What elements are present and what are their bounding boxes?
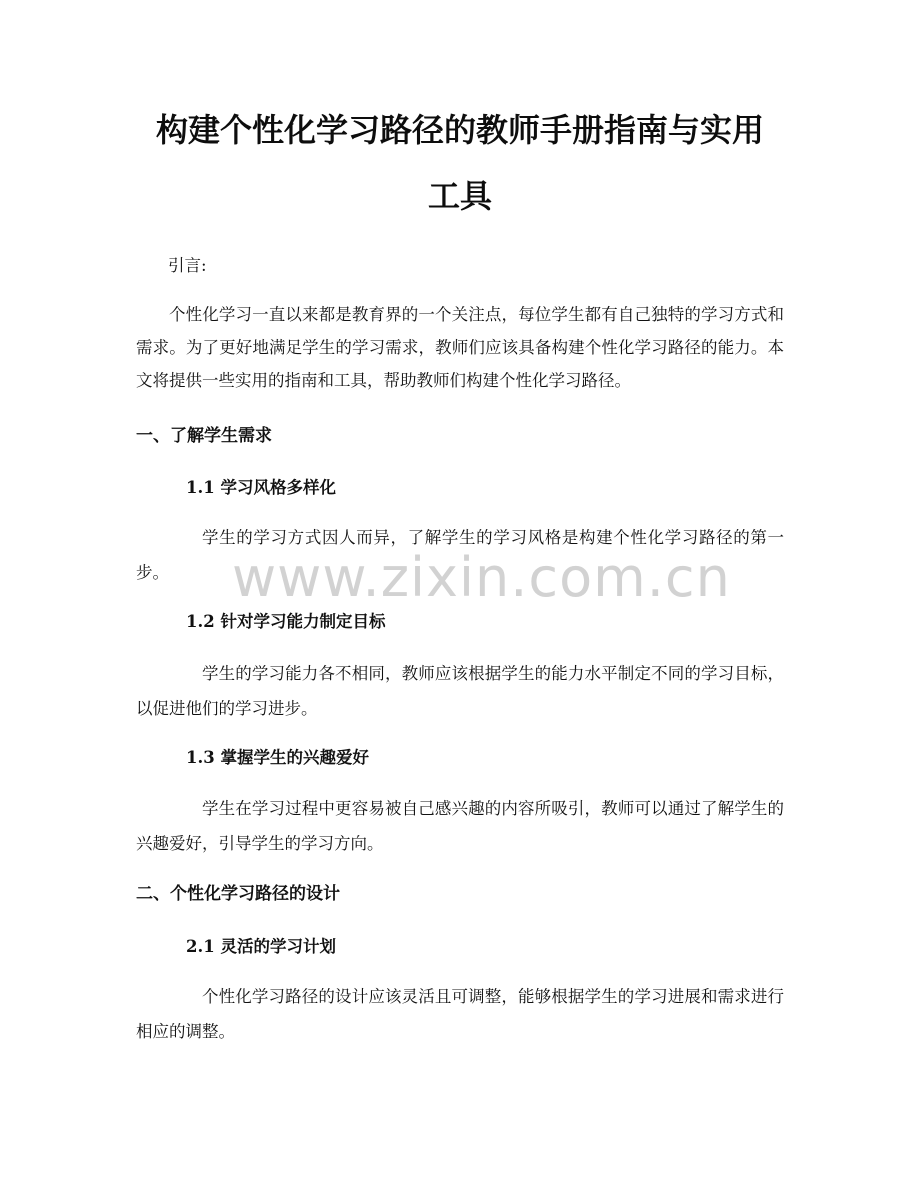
subsection-text-1-2: 学生的学习能力各不相同，教师应该根据学生的能力水平制定不同的学习目标，以促进他们的学习进步。 [136, 664, 784, 718]
subsection-text-2-1: 个性化学习路径的设计应该灵活且可调整，能够根据学生的学习进展和需求进行相应的调整。 [136, 987, 784, 1041]
subsection-text-1-3: 学生在学习过程中更容易被自己感兴趣的内容所吸引，教师可以通过了解学生的兴趣爱好，引导学生的学习方向。 [136, 799, 784, 853]
intro-paragraph: 个性化学习一直以来都是教育界的一个关注点，每位学生都有自己独特的学习方式和需求。为了更好地满足学生的学习需求，教师们应该具备构建个性化学习路径的能力。本文将提供一些实用的指南和工具，帮助教师们构建个性化学习路径。 [136, 305, 784, 390]
subsection-heading-1-3: 1.3 掌握学生的兴趣爱好 [186, 748, 369, 767]
document-title-line-1: 构建个性化学习路径的教师手册指南与实用 [155, 111, 764, 149]
subsection-heading-1-2: 1.2 针对学习能力制定目标 [186, 612, 386, 631]
subsection-heading-1-1: 1.1 学习风格多样化 [186, 478, 336, 497]
watermark: www.zixin.com.cn [232, 546, 731, 609]
document-title-line-2: 工具 [427, 177, 492, 215]
section-heading-1: 一、了解学生需求 [136, 426, 272, 446]
intro-label: 引言: [168, 256, 207, 275]
section-heading-2: 二、个性化学习路径的设计 [136, 884, 340, 904]
subsection-text-1-1: 学生的学习方式因人而异，了解学生的学习风格是构建个性化学习路径的第一步。 [136, 528, 784, 582]
subsection-heading-2-1: 2.1 灵活的学习计划 [186, 937, 336, 956]
